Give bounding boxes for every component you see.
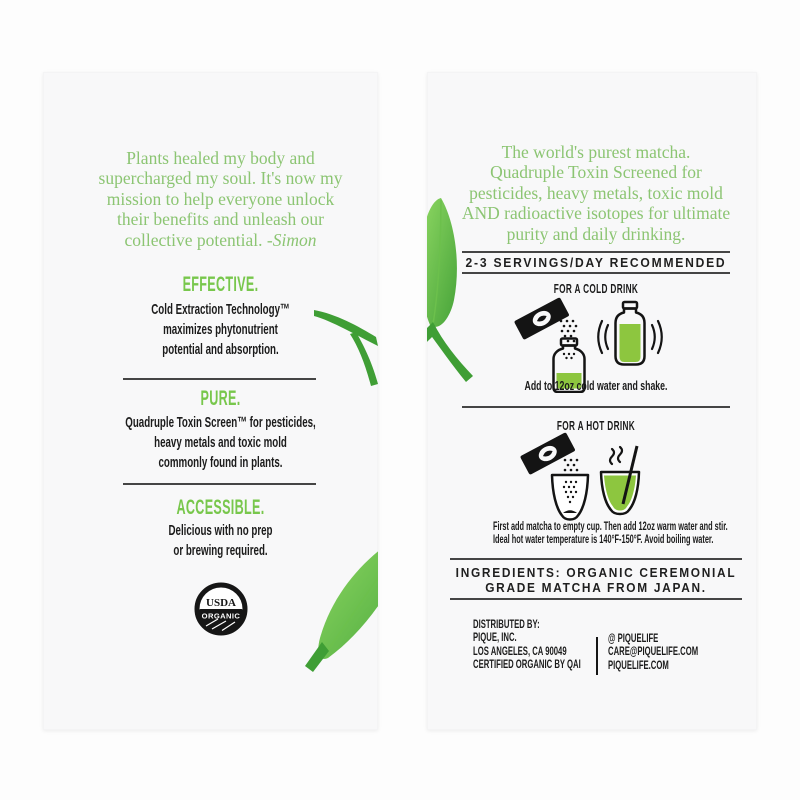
testimonial-quote bbox=[63, 148, 378, 250]
hot-drink-illustration bbox=[435, 432, 757, 524]
intro-line: AND radioactive isotopes for ultimate bbox=[461, 203, 731, 224]
body-line: commonly found in plants. bbox=[158, 453, 283, 471]
divider bbox=[123, 378, 316, 380]
quote-attribution: -Simon bbox=[266, 229, 317, 250]
rule bbox=[462, 251, 730, 253]
intro-line: Quadruple Toxin Screened for bbox=[490, 162, 702, 183]
contact-line: PIQUELIFE.COM bbox=[608, 659, 669, 672]
cold-drink-heading: FOR A COLD DRINK bbox=[553, 282, 639, 296]
shaking-bottle-icon bbox=[597, 300, 663, 374]
quote-line: Plants healed my body and bbox=[126, 148, 315, 168]
distributor-line: LOS ANGELES, CA 90049 bbox=[473, 645, 567, 658]
body-line: heavy metals and toxic mold bbox=[154, 433, 287, 451]
distributor-line: PIQUE, INC. bbox=[473, 632, 517, 645]
divider bbox=[123, 483, 316, 485]
hot-drink-heading: FOR A HOT DRINK bbox=[556, 419, 636, 433]
left-label-panel bbox=[43, 72, 378, 730]
quote-line: supercharged my soul. It's now my bbox=[98, 168, 343, 189]
section-heading-pure: PURE. bbox=[200, 387, 241, 410]
section-body-pure bbox=[63, 413, 378, 472]
quote-line bbox=[63, 230, 378, 250]
distributor-line: CERTIFIED ORGANIC BY QAI bbox=[473, 659, 581, 672]
intro-copy bbox=[435, 142, 757, 244]
section-heading-accessible: ACCESSIBLE. bbox=[176, 496, 265, 519]
body-line: Delicious with no prep bbox=[168, 522, 273, 539]
body-line: Cold Extraction Technology™ bbox=[151, 301, 290, 318]
quote-end: collective potential. bbox=[124, 229, 263, 250]
seal-usda-text: USDA bbox=[206, 597, 236, 609]
caption-line: Ideal hot water temperature is 140°F-150°F. Avoid boiling water. bbox=[492, 533, 714, 546]
ingredients-statement bbox=[435, 566, 757, 595]
quote-line: mission to help everyone unlock bbox=[106, 188, 335, 209]
hot-drink-caption bbox=[435, 521, 757, 547]
ingredients-line: GRADE MATCHA FROM JAPAN. bbox=[485, 580, 707, 595]
section-body-effective bbox=[63, 300, 378, 359]
section-heading-effective: EFFECTIVE. bbox=[182, 273, 259, 296]
cold-drink-caption: Add to 12oz cold water and shake. bbox=[524, 379, 668, 393]
contact-info bbox=[608, 633, 743, 673]
intro-line: pesticides, heavy metals, toxic mold bbox=[469, 182, 723, 203]
servings-recommendation: 2-3 SERVINGS/DAY RECOMMENDED bbox=[465, 255, 727, 270]
body-line: or brewing required. bbox=[173, 541, 268, 559]
distributor-label: DISTRIBUTED BY: bbox=[473, 619, 540, 631]
rule bbox=[450, 558, 742, 560]
caption-line: First add matcha to empty cup. Then add 12oz warm water and stir. bbox=[492, 521, 728, 533]
quote-line: their benefits and unleash our bbox=[116, 209, 325, 230]
body-line: Quadruple Toxin Screen™ for pesticides, bbox=[125, 414, 316, 431]
seal-organic-text: ORGANIC bbox=[201, 611, 241, 621]
contact-line: @ PIQUELIFE bbox=[608, 633, 659, 645]
body-line: potential and absorption. bbox=[162, 340, 279, 358]
body-line: maximizes phytonutrient bbox=[163, 320, 278, 338]
intro-line: The world's purest matcha. bbox=[501, 142, 691, 162]
section-body-accessible bbox=[63, 521, 378, 561]
ingredients-line: INGREDIENTS: ORGANIC CEREMONIAL bbox=[455, 566, 737, 580]
usda-organic-seal-icon bbox=[193, 581, 249, 637]
rule bbox=[462, 406, 730, 408]
vertical-divider bbox=[596, 637, 598, 675]
rule bbox=[462, 272, 730, 274]
rule bbox=[450, 598, 742, 600]
empty-cup-icon bbox=[549, 473, 591, 523]
right-label-panel bbox=[427, 72, 757, 730]
contact-line: CARE@PIQUELIFE.COM bbox=[608, 646, 699, 659]
intro-line: purity and daily drinking. bbox=[506, 223, 686, 244]
hot-cup-icon bbox=[597, 444, 645, 522]
